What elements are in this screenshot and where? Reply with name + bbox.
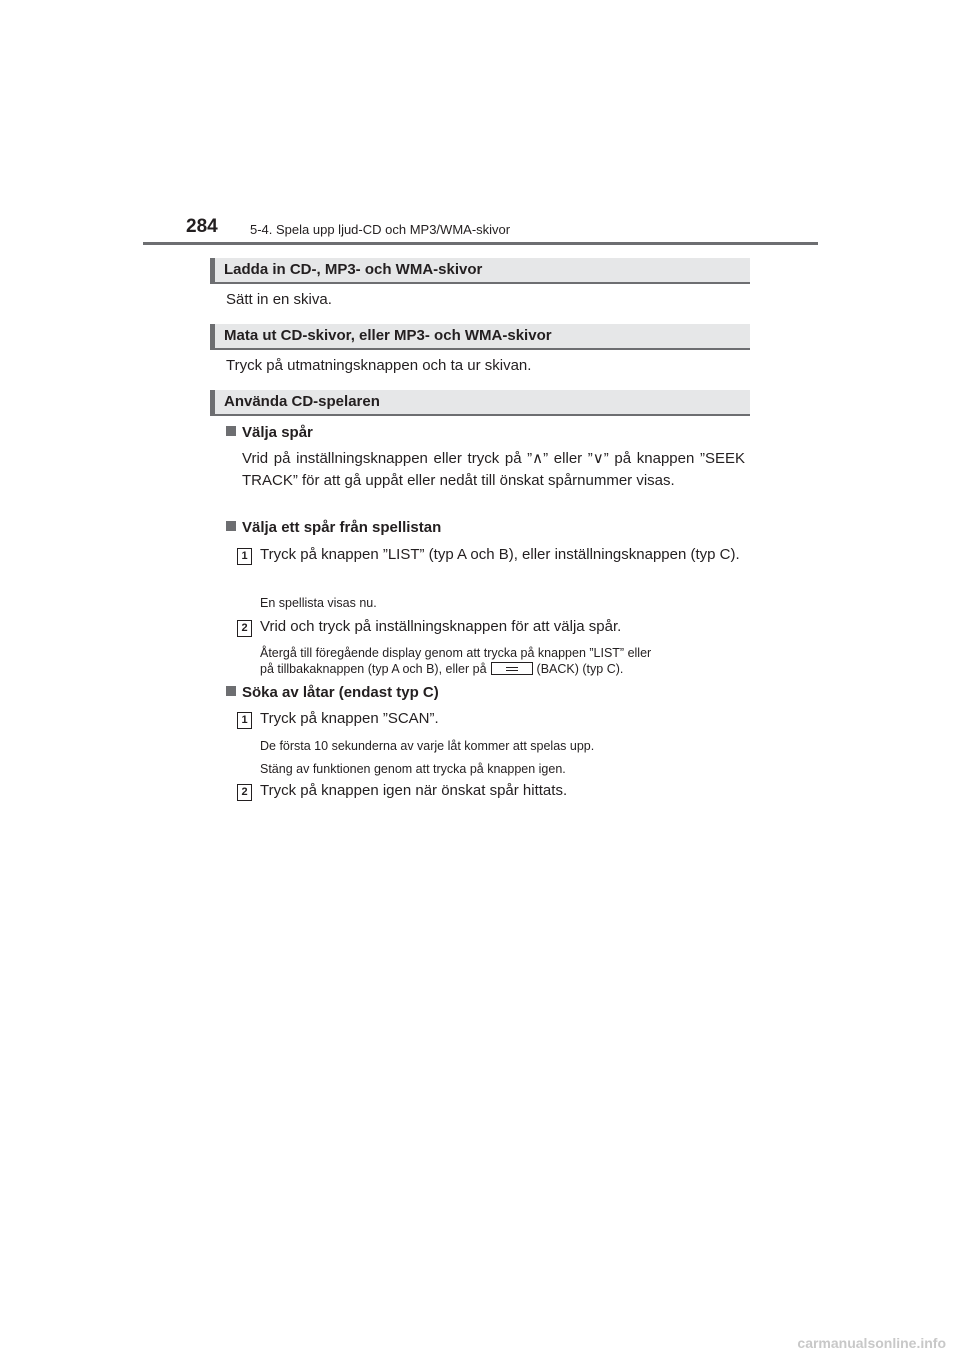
section-body-eject: Tryck på utmatningsknappen och ta ur skivan. (226, 357, 532, 374)
step-number-box: 2 (237, 620, 252, 637)
step-number-box: 1 (237, 712, 252, 729)
spellista-step-2-note-b (260, 662, 623, 677)
section-bar-using (210, 390, 750, 416)
section-title: Ladda in CD-, MP3- och WMA-skivor (224, 261, 483, 278)
header-rule (143, 242, 818, 245)
section-bar-eject (210, 324, 750, 350)
section-title: Mata ut CD-skivor, eller MP3- och WMA-skivor (224, 327, 552, 344)
step-number-box: 1 (237, 548, 252, 565)
page-number: 284 (186, 216, 218, 237)
spellista-step-1-note: En spellista visas nu. (260, 596, 377, 610)
spellista-step-2-note-a: Återgå till föregående display genom att trycka på knappen ”LIST” eller (260, 646, 652, 660)
footer-watermark: carmanualsonline.info (797, 1335, 946, 1351)
square-bullet-icon (226, 521, 236, 531)
note-text: (BACK) (typ C). (536, 662, 624, 676)
section-body-load: Sätt in en skiva. (226, 291, 332, 308)
note-text: på tillbakaknappen (typ A och B), eller på (260, 662, 487, 676)
sub-heading-text: Söka av låtar (endast typ C) (242, 684, 439, 701)
section-title: Använda CD-spelaren (224, 393, 380, 410)
step-number-box: 2 (237, 784, 252, 801)
sub-heading-text: Välja spår (242, 424, 313, 441)
running-head: 5-4. Spela upp ljud-CD och MP3/WMA-skivor (250, 222, 511, 237)
valja-spar-body: Vrid på inställningsknappen eller tryck på ”∧” eller ”∨” på knappen ”SEEK TRACK” för att gå uppåt eller nedåt till önskat spårnummer visas. (242, 450, 745, 489)
back-button-icon (491, 662, 533, 675)
soka-step-1: Tryck på knappen ”SCAN”. (260, 710, 439, 727)
spellista-step-2: Vrid och tryck på inställningsknappen för att välja spår. (260, 618, 622, 635)
spellista-step-1: Tryck på knappen ”LIST” (typ A och B), eller inställningsknappen (typ C). (260, 546, 740, 563)
soka-note-2: Stäng av funktionen genom att trycka på knappen igen. (260, 762, 566, 776)
square-bullet-icon (226, 426, 236, 436)
sub-heading-text: Välja ett spår från spellistan (242, 519, 442, 536)
section-bar-load (210, 258, 750, 284)
square-bullet-icon (226, 686, 236, 696)
sub-heading-soka (226, 684, 439, 701)
soka-note-1: De första 10 sekunderna av varje låt kommer att spelas upp. (260, 739, 595, 753)
soka-step-2: Tryck på knappen igen när önskat spår hittats. (260, 782, 568, 799)
sub-heading-spellista (226, 519, 441, 536)
sub-heading-valja-spar (226, 424, 313, 441)
